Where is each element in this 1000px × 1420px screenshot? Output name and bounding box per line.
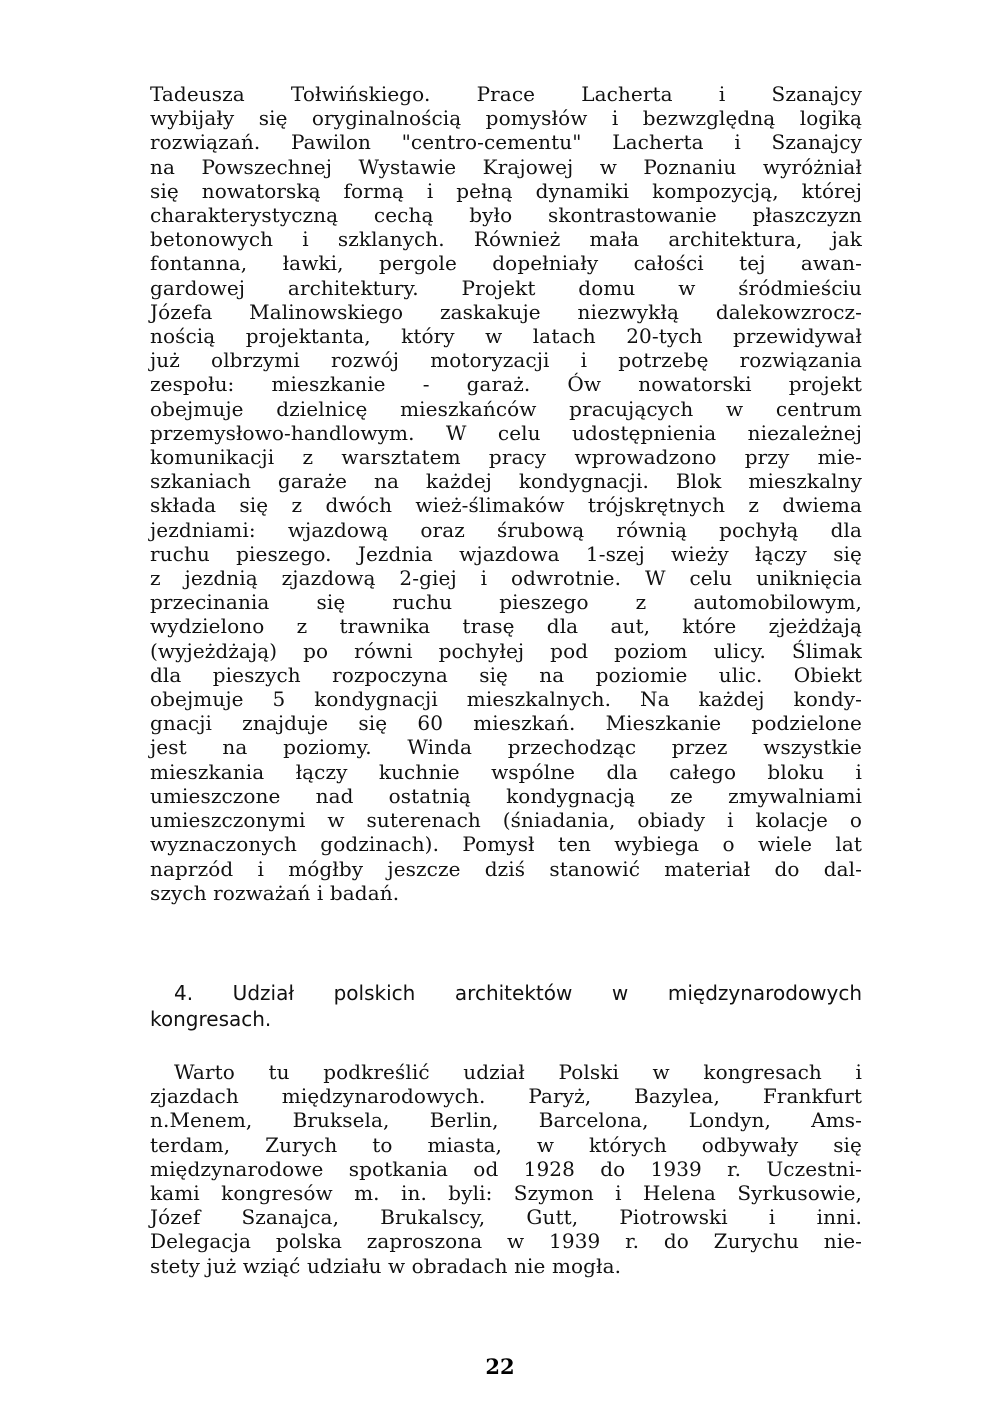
- text-line: wydzielono z trawnika trasę dla aut, które zjeżdżają: [150, 614, 862, 639]
- heading-line: kongresach.: [150, 1007, 272, 1031]
- text-line: n.Menem, Bruksela, Berlin, Barcelona, Londyn, Ams-: [150, 1108, 862, 1133]
- text-line: na Powszechnej Wystawie Krajowej w Poznaniu wyróżniał: [150, 154, 862, 179]
- text-line: szkaniach garaże na każdej kondygnacji. Blok mieszkalny: [150, 469, 862, 494]
- text-line: wyznaczonych godzinach). Pomysł ten wybiega o wiele lat: [150, 832, 862, 857]
- text-line: umieszczonymi w suterenach (śniadania, obiady i kolacje o: [150, 808, 862, 833]
- text-line: Delegacja polska zaproszona w 1939 r. do Zurychu nie-: [150, 1229, 862, 1254]
- text-line: Józef Szanajca, Brukalscy, Gutt, Piotrowski i inni.: [150, 1205, 862, 1230]
- heading-line: 4. Udział polskich architektów w międzynarodowych: [174, 981, 862, 1005]
- text-line: komunikacji z warsztatem pracy wprowadzono przy mie-: [150, 445, 862, 470]
- text-line: międzynarodowe spotkania od 1928 do 1939 r. Uczestni-: [150, 1156, 862, 1181]
- text-line: Tadeusza Tołwińskiego. Prace Lacherta i Szanajcy: [150, 82, 862, 106]
- text-line: kami kongresów m. in. byli: Szymon i Helena Syrkusowie,: [150, 1181, 862, 1206]
- text-line: naprzód i mógłby jeszcze dziś stanowić materiał do dal-: [150, 856, 862, 881]
- text-line: mieszkania łączy kuchnie wspólne dla całego bloku i: [150, 759, 862, 784]
- text-line: szych rozważań i badań.: [150, 880, 400, 905]
- text-line: obejmuje dzielnicę mieszkańców pracujących w centrum: [150, 396, 862, 421]
- text-line: jest na poziomy. Winda przechodząc przez wszystkie: [150, 735, 862, 760]
- section-heading: [150, 980, 862, 1032]
- text-line: gnacji znajduje się 60 mieszkań. Mieszkanie podzielone: [150, 711, 862, 736]
- page-number: 22: [485, 1354, 515, 1379]
- text-line: (wyjeżdżają) po równi pochyłej pod poziom ulicy. Ślimak: [150, 638, 862, 663]
- text-line: ruchu pieszego. Jezdnia wjazdowa 1-szej wieży łączy się: [150, 541, 862, 566]
- text-line: dla pieszych rozpoczyna się na poziomie ulic. Obiekt: [150, 662, 862, 687]
- paragraph-1: [150, 82, 862, 905]
- text-line: obejmuje 5 kondygnacji mieszkalnych. Na każdej kondy-: [150, 687, 862, 712]
- text-line: umieszczone nad ostatnią kondygnacją ze zmywalniami: [150, 783, 862, 808]
- paragraph-2: [150, 1060, 862, 1278]
- text-line: charakterystyczną cechą było skontrastowanie płaszczyzn: [150, 203, 862, 228]
- text-line: przemysłowo-handlowym. W celu udostępnienia niezależnej: [150, 420, 862, 445]
- text-line: zjazdach międzynarodowych. Paryż, Bazylea, Frankfurt: [150, 1084, 862, 1109]
- text-line: betonowych i szklanych. Również mała architektura, jak: [150, 227, 862, 252]
- text-line: zespołu: mieszkanie - garaż. Ów nowatorski projekt: [150, 372, 862, 397]
- text-line: z jezdnią zjazdową 2-giej i odwrotnie. W celu uniknięcia: [150, 566, 862, 591]
- text-line: przecinania się ruchu pieszego z automobilowym,: [150, 590, 862, 615]
- text-line: jezdniami: wjazdową oraz śrubową równią pochyłą dla: [150, 517, 862, 542]
- text-line: się nowatorską formą i pełną dynamiki kompozycją, której: [150, 178, 862, 203]
- text-line: nością projektanta, który w latach 20-tych przewidywał: [150, 324, 862, 349]
- text-line: terdam, Zurych to miasta, w których odbywały się: [150, 1132, 862, 1157]
- text-line: Józefa Malinowskiego zaskakuje niezwykłą dalekowzrocz-: [150, 299, 862, 324]
- text-line: stety już wziąć udziału w obradach nie mogła.: [150, 1253, 622, 1278]
- text-line: już olbrzymi rozwój motoryzacji i potrzebę rozwiązania: [150, 348, 862, 373]
- text-line: Warto tu podkreślić udział Polski w kongresach i: [174, 1060, 862, 1084]
- text-line: rozwiązań. Pawilon "centro-cementu" Lacherta i Szanajcy: [150, 130, 862, 155]
- text-line: składa się z dwóch wież-ślimaków trójskrętnych z dwiema: [150, 493, 862, 518]
- text-line: gardowej architektury. Projekt domu w śródmieściu: [150, 275, 862, 300]
- text-line: wybijały się oryginalnością pomysłów i bezwzględną logiką: [150, 106, 862, 131]
- text-line: fontanna, ławki, pergole dopełniały całości tej awan-: [150, 251, 862, 276]
